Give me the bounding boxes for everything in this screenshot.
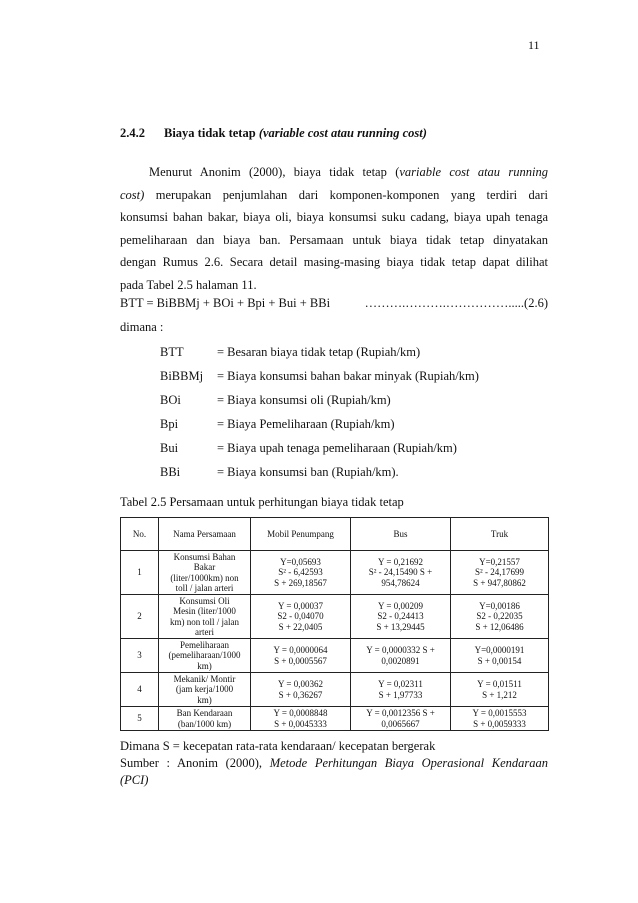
cell-no: 2 bbox=[121, 595, 159, 639]
cell-truk: Y = 0,01511 S + 1,212 bbox=[451, 673, 549, 707]
legend-symbol: Bui bbox=[160, 441, 179, 455]
legend-description: = Biaya konsumsi oli (Rupiah/km) bbox=[217, 393, 391, 407]
cell-truk: Y=0,21557 S² - 24,17699 S + 947,80862 bbox=[451, 551, 549, 595]
legend-symbol: BBi bbox=[160, 465, 181, 479]
cell-name: Pemeliharaan (pemeliharaan/1000 km) bbox=[159, 639, 251, 673]
header-bus: Bus bbox=[351, 518, 451, 551]
legend-symbol: Bpi bbox=[160, 417, 179, 431]
section-number: 2.4.2 bbox=[120, 126, 145, 140]
formula-leader: ……….……….……………..... bbox=[364, 296, 525, 310]
section-title: Biaya tidak tetap bbox=[164, 126, 256, 140]
header-name: Nama Persamaan bbox=[159, 518, 251, 551]
table-source bbox=[120, 755, 548, 789]
legend-description: = Biaya konsumsi bahan bakar minyak (Rupiah/km) bbox=[217, 369, 479, 383]
formula-number: (2.6) bbox=[524, 296, 548, 310]
cell-no: 5 bbox=[121, 707, 159, 731]
legend-symbol: BOi bbox=[160, 393, 181, 407]
legend-row bbox=[160, 369, 479, 384]
table-row bbox=[121, 551, 549, 595]
page-number: 11 bbox=[528, 38, 540, 52]
cell-name: Ban Kendaraan (ban/1000 km) bbox=[159, 707, 251, 731]
table-header-row bbox=[121, 518, 549, 551]
cell-mobil: Y=0,05693 S² - 6,42593 S + 269,18567 bbox=[251, 551, 351, 595]
cell-truk: Y=0,0000191 S + 0,00154 bbox=[451, 639, 549, 673]
section-heading bbox=[120, 126, 427, 141]
legend-description: = Besaran biaya tidak tetap (Rupiah/km) bbox=[217, 345, 421, 359]
cell-bus: Y = 0,0000332 S + 0,0020891 bbox=[351, 639, 451, 673]
legend-row bbox=[160, 441, 457, 456]
where-label: dimana : bbox=[120, 320, 164, 334]
legend-description: = Biaya konsumsi ban (Rupiah/km). bbox=[217, 465, 399, 479]
table-caption: Tabel 2.5 Persamaan untuk perhitungan biaya tidak tetap bbox=[120, 495, 404, 509]
cell-bus: Y = 0,0012356 S + 0,0065667 bbox=[351, 707, 451, 731]
header-truk: Truk bbox=[451, 518, 549, 551]
legend-symbol: BiBBMj bbox=[160, 369, 204, 383]
paragraph-line-6: pada Tabel 2.5 halaman 11. bbox=[120, 277, 257, 292]
table-row bbox=[121, 595, 549, 639]
formula-2-6 bbox=[120, 296, 548, 311]
cell-name: Konsumsi Bahan Bakar (liter/1000km) non toll / jalan arteri bbox=[159, 551, 251, 595]
source-line-1: Sumber : Anonim (2000), Metode Perhitungan Biaya Operasional Kendaraan bbox=[120, 756, 548, 770]
equation-table bbox=[120, 517, 549, 731]
table-row bbox=[121, 707, 549, 731]
source-line-2: (PCI) bbox=[120, 773, 149, 787]
paragraph-line-2: cost) merupakan penjumlahan dari komponen-komponen yang terdiri dari bbox=[120, 187, 548, 202]
table-row bbox=[121, 673, 549, 707]
cell-bus: Y = 0,02311 S + 1,97733 bbox=[351, 673, 451, 707]
table-row bbox=[121, 639, 549, 673]
cell-mobil: Y = 0,0008848 S + 0,0045333 bbox=[251, 707, 351, 731]
header-no: No. bbox=[121, 518, 159, 551]
paragraph-line-5: dengan Rumus 2.6. Secara detail masing-masing biaya tidak tetap dapat dilihat bbox=[120, 255, 548, 270]
cell-bus: Y = 0,00209 S2 - 0,24413 S + 13,29445 bbox=[351, 595, 451, 639]
cell-truk: Y=0,00186 S2 - 0,22035 S + 12,06486 bbox=[451, 595, 549, 639]
cell-name: Mekanik/ Montir (jam kerja/1000 km) bbox=[159, 673, 251, 707]
legend-symbol: BTT bbox=[160, 345, 184, 359]
legend-description: = Biaya upah tenaga pemeliharaan (Rupiah/km) bbox=[217, 441, 457, 455]
legend-row bbox=[160, 465, 399, 480]
paragraph-line-3: konsumsi bahan bakar, biaya oli, biaya konsumsi suku cadang, biaya upah tenaga bbox=[120, 210, 548, 225]
cell-no: 3 bbox=[121, 639, 159, 673]
cell-name: Konsumsi Oli Mesin (liter/1000 km) non toll / jalan arteri bbox=[159, 595, 251, 639]
cell-truk: Y = 0,0015553 S + 0,0059333 bbox=[451, 707, 549, 731]
table-note: Dimana S = kecepatan rata-rata kendaraan/ kecepatan bergerak bbox=[120, 739, 436, 753]
cell-mobil: Y = 0,00362 S + 0,36267 bbox=[251, 673, 351, 707]
cell-no: 4 bbox=[121, 673, 159, 707]
legend-row bbox=[160, 393, 391, 408]
cell-bus: Y = 0,21692 S² - 24,15490 S + 954,78624 bbox=[351, 551, 451, 595]
cell-mobil: Y = 0,0000064 S + 0,0005567 bbox=[251, 639, 351, 673]
paragraph-line-4: pemeliharaan dan biaya ban. Persamaan untuk biaya tidak tetap dinyatakan bbox=[120, 232, 548, 247]
cell-no: 1 bbox=[121, 551, 159, 595]
legend-row bbox=[160, 345, 420, 360]
legend-row bbox=[160, 417, 394, 432]
section-term: (variable cost atau running cost) bbox=[258, 126, 427, 140]
header-mobil: Mobil Penumpang bbox=[251, 518, 351, 551]
body-paragraph bbox=[120, 161, 548, 297]
legend-description: = Biaya Pemeliharaan (Rupiah/km) bbox=[217, 417, 395, 431]
formula-expression: BTT = BiBBMj + BOi + Bpi + Bui + BBi bbox=[120, 296, 331, 310]
paragraph-line-1: Menurut Anonim (2000), biaya tidak tetap (variable cost atau running bbox=[149, 165, 548, 179]
cell-mobil: Y = 0,00037 S2 - 0,04070 S + 22,0405 bbox=[251, 595, 351, 639]
